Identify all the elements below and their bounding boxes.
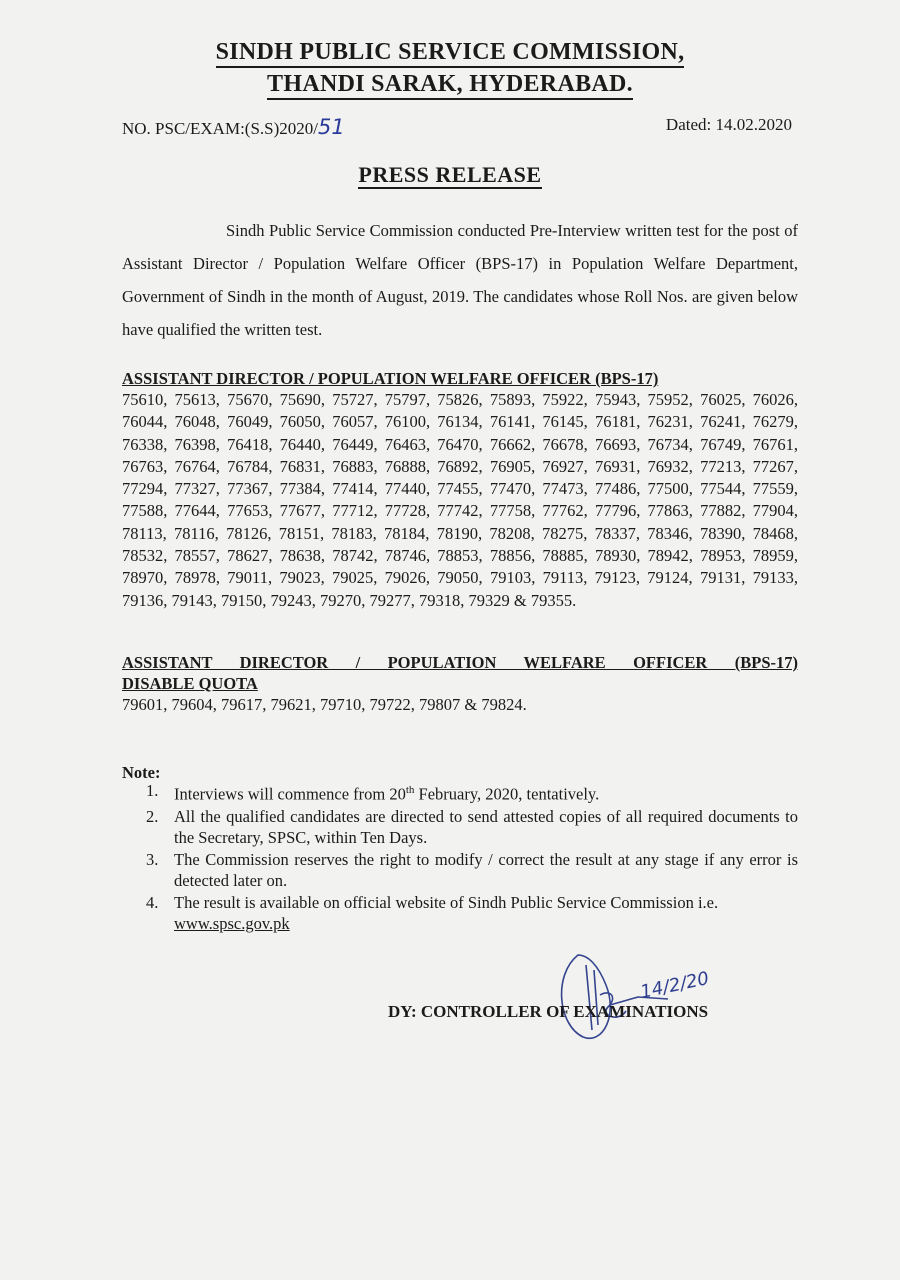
- note-text-cont: February, 2020, tentatively.: [414, 784, 600, 804]
- note-number: 4.: [146, 892, 159, 912]
- press-release-heading: [0, 162, 900, 188]
- note-text: The Commission reserves the right to modify / correct the result at any stage if any error is detected later on.: [174, 849, 798, 890]
- signatory-designation: DY: CONTROLLER OF EXAMINATIONS: [388, 1002, 709, 1021]
- reference-handwritten-number: 51: [318, 115, 345, 139]
- note-item: [146, 806, 798, 848]
- header-line-1: SINDH PUBLIC SERVICE COMMISSION,: [216, 39, 685, 68]
- reference-number: [122, 115, 345, 139]
- note-text: Interviews will commence from 20: [174, 784, 406, 804]
- header-line-2: THANDI SARAK, HYDERABAD.: [267, 71, 633, 100]
- commission-address: [0, 70, 900, 98]
- note-text: The result is available on official website of Sindh Public Service Commission i.e.: [174, 892, 719, 912]
- section-general-title: ASSISTANT DIRECTOR / POPULATION WELFARE OFFICER (BPS-17): [122, 369, 659, 388]
- note-item: [146, 849, 798, 891]
- note-number: 1.: [146, 781, 159, 800]
- note-title: Note:: [122, 763, 161, 782]
- reference-prefix: NO. PSC/EXAM:(S.S)2020/: [122, 119, 319, 138]
- note-item: [146, 780, 798, 805]
- note-list: [146, 780, 798, 935]
- intro-body: the post of Assistant Director / Population Welfare Officer (BPS-17) in Population Welfare Department, Government of Sindh in the month of August, 2019. The candidates whose Roll Nos. are given below have qualified the written test.: [122, 221, 799, 339]
- note-text: All the qualified candidates are directed to send attested copies of all required documents to the Secretary, SPSC, within Ten Days.: [174, 806, 798, 847]
- intro-line-1: Sindh Public Service Commission conducted Pre-Interview written test for: [226, 221, 724, 240]
- note-number: 2.: [146, 806, 159, 826]
- website-link[interactable]: www.spsc.gov.pk: [174, 913, 290, 933]
- note-number: 3.: [146, 849, 159, 869]
- page-title: PRESS RELEASE: [358, 162, 542, 187]
- signature-date-handwritten: 14/2/20: [638, 968, 711, 1003]
- document-date: Dated: 14.02.2020: [665, 115, 792, 134]
- commission-name: [0, 38, 900, 66]
- section-disable-title: ASSISTANT DIRECTOR / POPULATION WELFARE OFFICER (BPS-17): [122, 653, 798, 672]
- section-disable-subtitle: DISABLE QUOTA: [122, 674, 258, 693]
- section-general-roll-numbers: 75610, 75613, 75670, 75690, 75727, 75797, 75826, 75893, 75922, 75943, 75952, 76025, 76026, 76044, 76048, 76049, 76050, 76057, 76100, 76134, 76141, 76145, 76181, 76231, 76241, 76279, 76338, 76398, 76418, 76440, 76449, 76463, 76470, 76662, 76678, 76693, 76734, 76749, 76761, 76763, 76764, 76784, 76831, 76883, 76888, 76892, 76905, 76927, 76931, 76932, 77213, 77267, 77294, 77327, 77367, 77384, 77414, 77440, 77455, 77470, 77473, 77486, 77500, 77544, 77559, 77588, 77644, 77653, 77677, 77712, 77728, 77742, 77758, 77762, 77796, 77863, 77882, 77904, 78113, 78116, 78126, 78151, 78183, 78184, 78190, 78208, 78275, 78337, 78346, 78390, 78468, 78532, 78557, 78627, 78638, 78742, 78746, 78853, 78856, 78885, 78930, 78942, 78953, 78959, 78970, 78978, 79011, 79023, 79025, 79026, 79050, 79103, 79113, 79123, 79124, 79131, 79133, 79136, 79143, 79150, 79243, 79270, 79277, 79318, 79329 & 79355.: [122, 390, 798, 610]
- section-disable-roll-numbers: 79601, 79604, 79617, 79621, 79710, 79722, 79807 & 79824.: [122, 695, 527, 714]
- note-item: [146, 892, 798, 934]
- intro-paragraph: [122, 214, 798, 346]
- note-superscript: th: [405, 784, 415, 796]
